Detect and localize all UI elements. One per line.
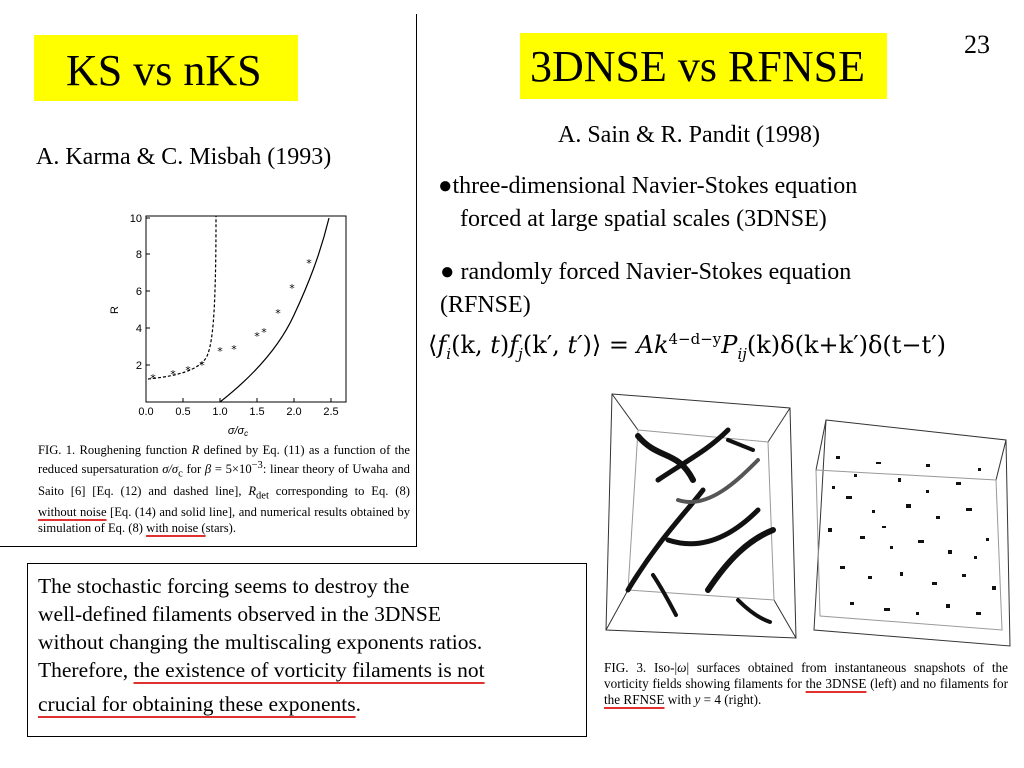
bullet-rfnse-line-2: (RFNSE) <box>440 292 531 318</box>
note-line: crucial for obtaining these exponents. <box>38 692 361 716</box>
roughening-function-plot <box>98 210 358 440</box>
svg-text:*: * <box>199 359 205 372</box>
x-tick-label: 0.5 <box>175 406 191 418</box>
svg-text:*: * <box>217 345 223 358</box>
y-tick-label: 4 <box>135 323 142 335</box>
svg-text:*: * <box>289 282 295 295</box>
note-line: without changing the multiscaling exponents ratios. <box>38 630 483 654</box>
note-line: Therefore, the existence of vorticity filaments is not <box>38 658 485 682</box>
y-tick-label: 6 <box>135 286 142 298</box>
3dnse-vorticity-render <box>598 390 804 644</box>
underlined-claim: crucial for obtaining these exponents <box>38 692 356 716</box>
x-tick-label: 1.0 <box>212 406 228 418</box>
svg-text:*: * <box>306 257 312 270</box>
vorticity-filaments <box>628 430 773 622</box>
svg-text:*: * <box>231 343 237 356</box>
note-line: well-defined filaments observed in the 3DNSE <box>38 602 442 626</box>
note-line: The stochastic forcing seems to destroy the <box>38 574 410 598</box>
bullet-rfnse-line-1: ● randomly forced Navier-Stokes equation <box>440 259 852 285</box>
bullet-3dnse-line-1: ●three-dimensional Navier-Stokes equation <box>438 173 858 199</box>
cube-wireframe <box>606 394 796 638</box>
y-axis-label: R <box>109 306 121 314</box>
x-axis-label: σ/σc <box>227 425 249 438</box>
svg-text:*: * <box>185 364 191 377</box>
x-tick-label: 0.0 <box>138 406 154 418</box>
x-tick-labels <box>138 406 338 418</box>
x-tick-label: 1.5 <box>249 406 265 418</box>
figure-1-caption: FIG. 1. Roughening function R defined by Eq. (11) as a function of the reduced supersaturation $\sigma/\sigma_c$ for $\beta = 5\times 10^{-3}$: linear theory of Uwaha and Saito [6] [Eq. (12) and dashed line], $R_{det}$ corresponding to Eq. (8) without noise [Eq. (14) and solid line], and numerical results obtained by simulation of Eq. (8) with noise (stars). <box>38 443 411 536</box>
svg-text:*: * <box>261 326 267 339</box>
bullet-3dnse-line-2: forced at large spatial scales (3DNSE) <box>460 206 827 232</box>
plot-frame <box>146 216 346 402</box>
x-tick-label: 2.5 <box>323 406 339 418</box>
underlined-claim: the existence of vorticity filaments is not <box>133 658 485 682</box>
rfnse-vorticity-render <box>806 416 1014 650</box>
right-reference: A. Sain & R. Pandit (1998) <box>558 122 820 148</box>
y-tick-label: 8 <box>135 249 142 261</box>
svg-text:*: * <box>150 372 156 385</box>
y-tick-label: 10 <box>129 213 142 225</box>
y-tick-label: 2 <box>135 360 142 372</box>
underlined-phrase: the RFNSE <box>604 692 665 707</box>
right-title: 3DNSE vs RFNSE <box>520 33 887 99</box>
x-tick-marks <box>146 398 331 402</box>
linear-theory-dashed-curve <box>148 216 216 379</box>
svg-text:*: * <box>170 368 176 381</box>
figure-3-caption: FIG. 3. Iso-|ω| surfaces obtained from instantaneous snapshots of the vorticity fields showing filaments for the 3DNSE (left) and no filaments for the RFNSE with y = 4 (right). <box>604 660 1008 707</box>
y-tick-marks <box>146 218 150 365</box>
bullet-rfnse <box>440 256 980 322</box>
y-tick-labels <box>130 213 142 372</box>
bullet-3dnse <box>438 170 978 236</box>
underlined-phrase: with noise ( <box>146 521 206 536</box>
forcing-correlation-equation: $⟨f_i(k$, $t)f_j(k'$, t′)⟩ = $Ak^{4-d-y}P_{ij}(k)\delta(k+k')\delta(t-t')$ <box>428 330 947 363</box>
x-tick-label: 2.0 <box>286 406 302 418</box>
underlined-phrase: without noise <box>38 505 107 520</box>
simulation-stars <box>150 257 312 385</box>
page-number: 23 <box>964 30 990 59</box>
svg-text:*: * <box>254 330 260 343</box>
conclusion-box <box>27 563 587 737</box>
underlined-phrase: the 3DNSE <box>805 676 867 691</box>
vorticity-blobs <box>828 456 996 615</box>
svg-text:*: * <box>275 307 281 320</box>
left-title: KS vs nKS <box>34 35 298 101</box>
left-reference: A. Karma & C. Misbah (1993) <box>36 144 332 170</box>
